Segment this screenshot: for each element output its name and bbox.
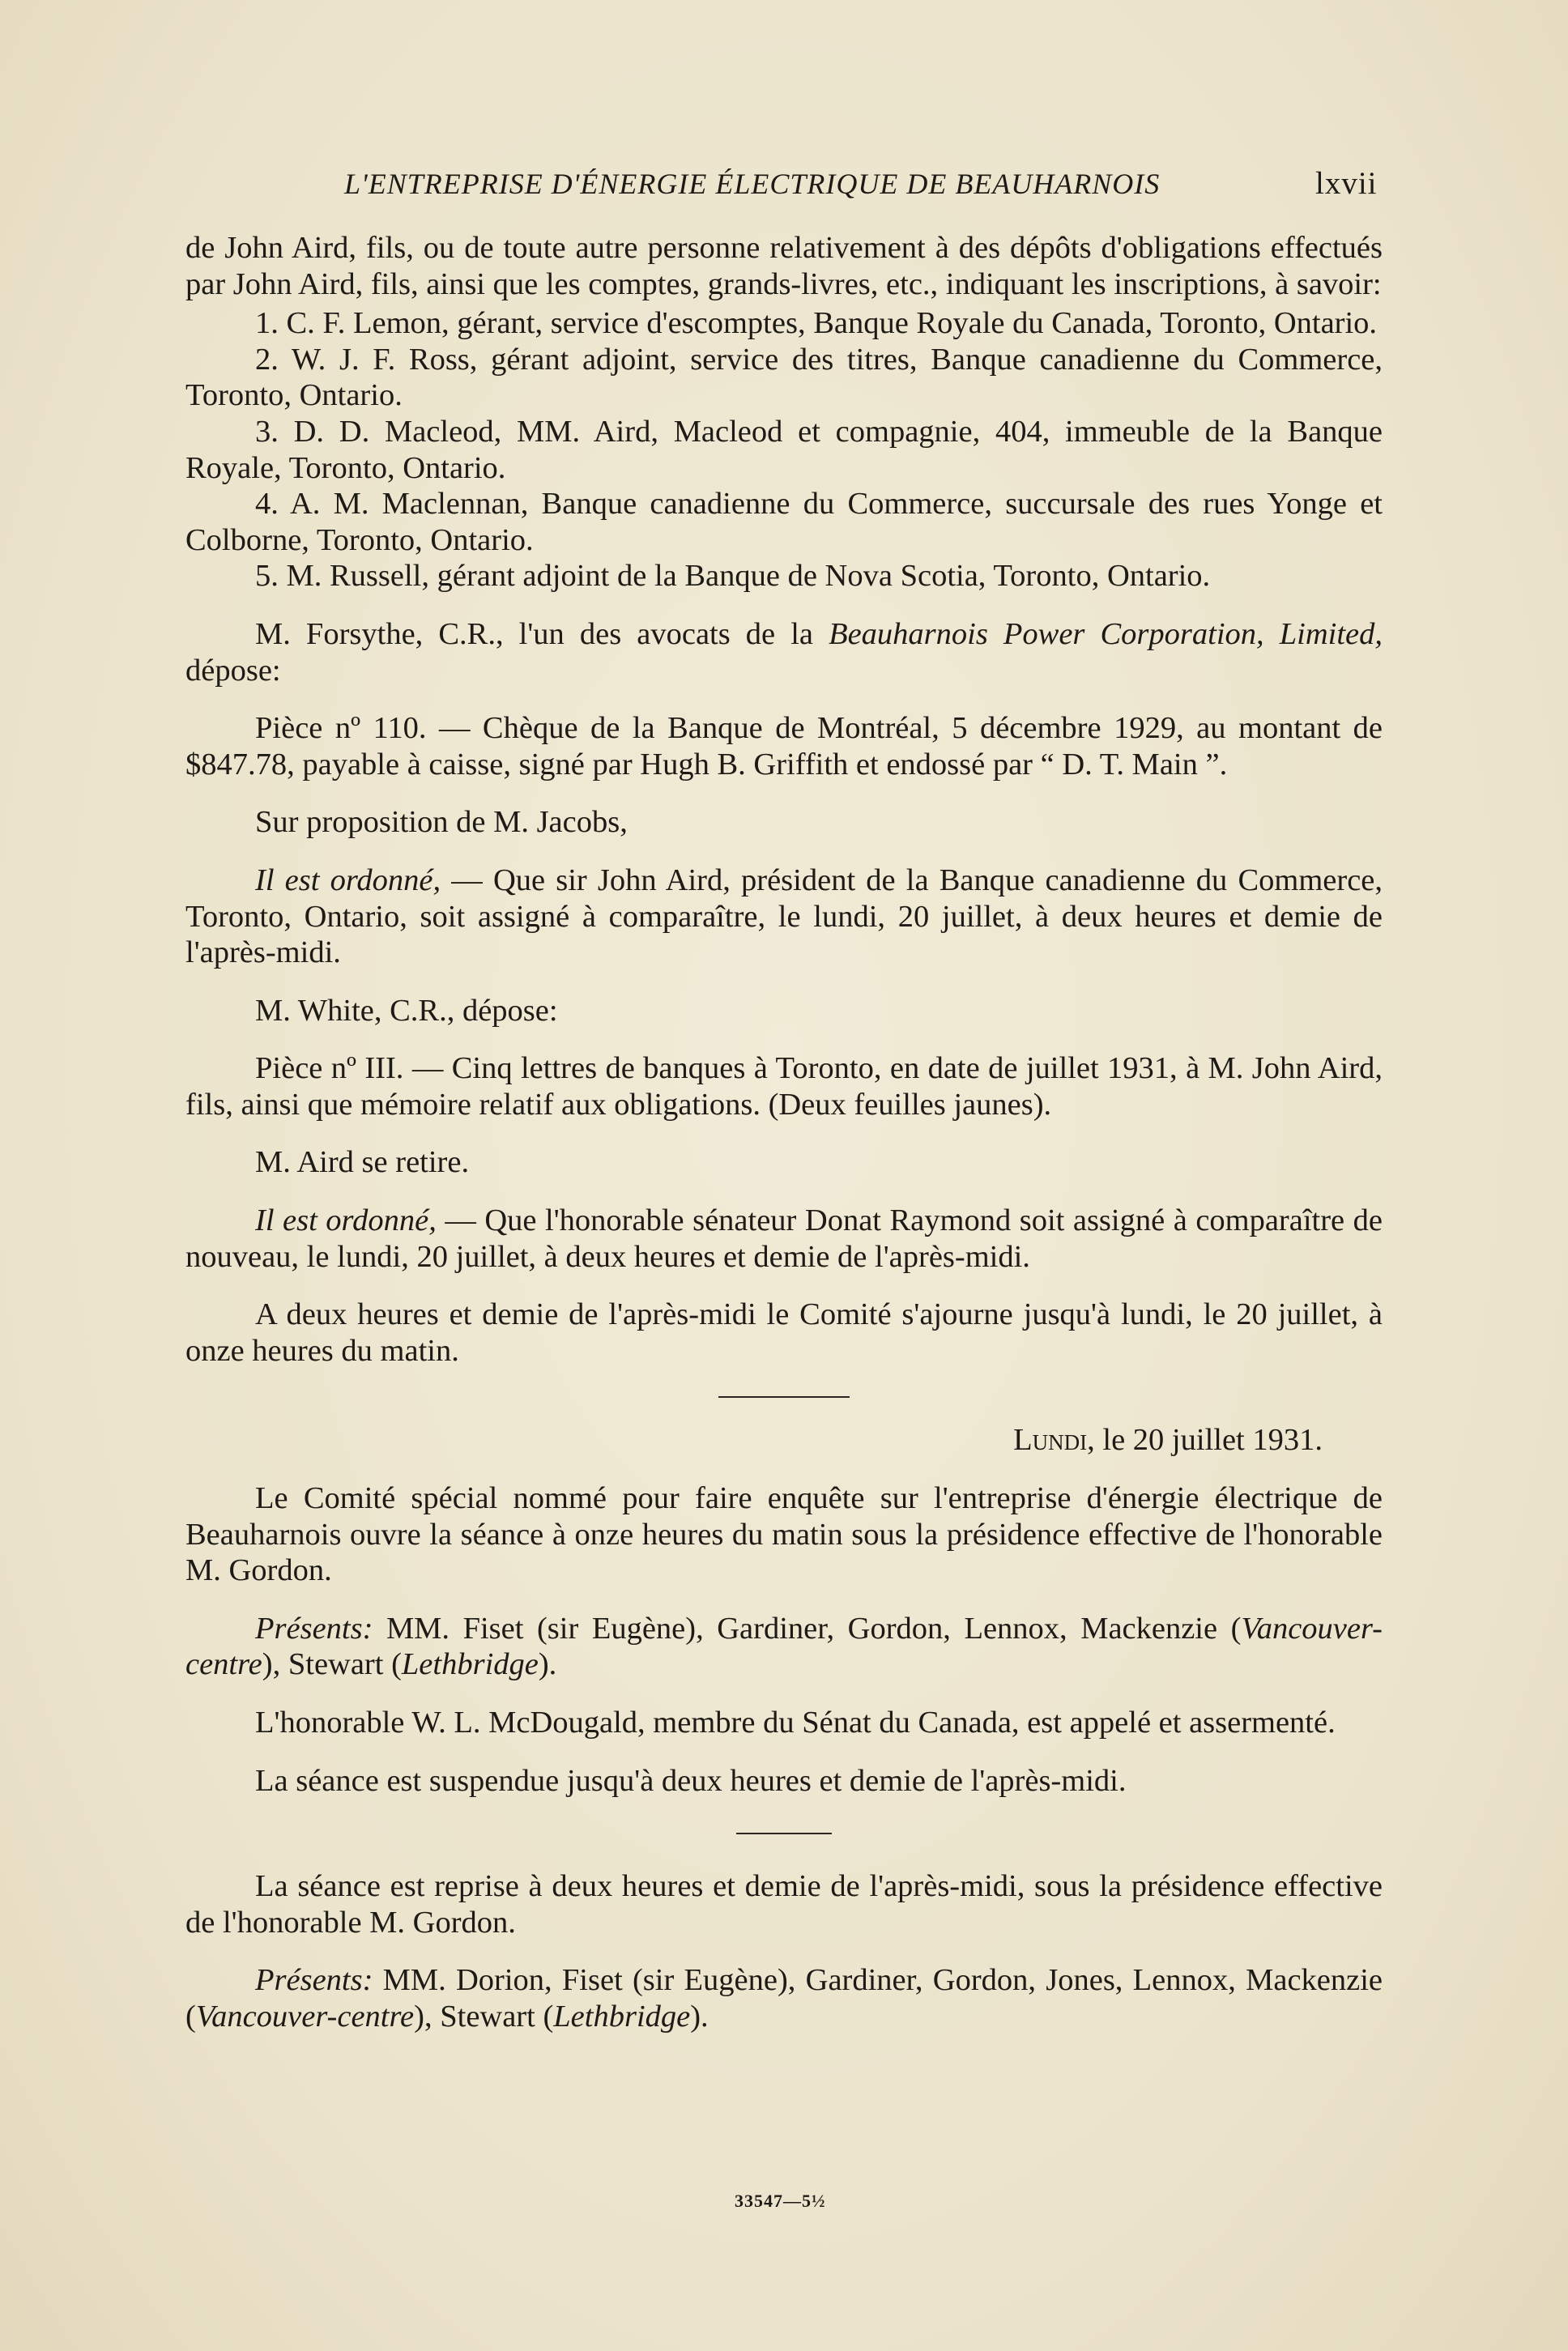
presents-2-end: ). [690, 1999, 709, 2034]
list-item: 2. W. J. F. Ross, gérant adjoint, service des titres, Banque canadienne du Commerce, Toronto, Ontario. [185, 342, 1383, 413]
forsythe-depose: dépose: [185, 653, 281, 688]
presents-1-riding-b: Lethbridge [401, 1647, 539, 1682]
presents-2-paragraph [185, 1962, 1383, 2034]
ordonne-2-paragraph [185, 1203, 1383, 1275]
white-paragraph: M. White, C.R., dépose: [255, 993, 558, 1028]
presents-1-text-b: ), Stewart ( [262, 1647, 402, 1682]
section-divider [736, 1833, 832, 1834]
print-code: 33547—5½ [735, 2191, 826, 2211]
ordonne-1-paragraph [185, 862, 1383, 971]
forsythe-company: Beauharnois Power Corporation, Limited, [829, 616, 1383, 651]
ordonne-1-text: — Que sir John Aird, président de la Banque canadienne du Commerce, Toronto, Ontario, soit assigné à comparaître, le lundi, 20 juillet, à deux heures et demie de l'après-midi. [185, 862, 1383, 970]
list-item: 4. A. M. Maclennan, Banque canadienne du Commerce, succursale des rues Yonge et Colborne, Toronto, Ontario. [185, 487, 1383, 557]
list-item: 5. M. Russell, gérant adjoint de la Banque de Nova Scotia, Toronto, Ontario. [255, 559, 1211, 594]
session-date [185, 1422, 1383, 1459]
comite-paragraph: Le Comité spécial nommé pour faire enquête sur l'entreprise d'énergie électrique de Beauharnois ouvre la séance à onze heures du matin sous la présidence effective de l'honorable M. Gordon. [185, 1481, 1383, 1588]
piece-111-paragraph: Pièce nº III. — Cinq lettres de banques à Toronto, en date de juillet 1931, à M. John Aird, fils, ainsi que mémoire relatif aux obligations. (Deux feuilles jaunes). [185, 1051, 1383, 1122]
presents-2-riding: Vancouver-centre [195, 1999, 415, 2034]
piece-110-paragraph: Pièce nº 110. — Chèque de la Banque de Montréal, 5 décembre 1929, au montant de $847.78, payable à caisse, signé par Hugh B. Griffith et endossé par “ D. T. Main ”. [185, 711, 1383, 782]
presents-1-label: Présents: [255, 1611, 373, 1646]
presents-1-text: MM. Fiset (sir Eugène), Gardiner, Gordon, Lennox, Mackenzie ( [373, 1611, 1242, 1646]
presents-2-riding-b: Lethbridge [553, 1999, 691, 2034]
suspendue-paragraph: La séance est suspendue jusqu'à deux heures et demie de l'après-midi. [255, 1763, 1127, 1798]
ajourne-paragraph: A deux heures et demie de l'après-midi le Comité s'ajourne jusqu'à lundi, le 20 juillet, à onze heures du matin. [185, 1297, 1383, 1368]
list-item: 3. D. D. Macleod, MM. Aird, Macleod et compagnie, 404, immeuble de la Banque Royale, Toronto, Ontario. [185, 414, 1383, 485]
sur-proposition-paragraph: Sur proposition de M. Jacobs, [255, 805, 628, 840]
presents-2-text-b: ), Stewart ( [414, 1999, 554, 2034]
ordonne-2-text: — Que l'honorable sénateur Donat Raymond soit assigné à comparaître de nouveau, le lundi, 20 juillet, à deux heures et demie de l'après-midi. [185, 1203, 1383, 1274]
running-header: L'ENTREPRISE D'ÉNERGIE ÉLECTRIQUE DE BEAUHARNOIS [344, 168, 1161, 200]
page-number: lxvii [1315, 166, 1378, 201]
presents-1-end: ). [538, 1647, 557, 1682]
reprise-paragraph: La séance est reprise à deux heures et demie de l'après-midi, sous la présidence effective de l'honorable M. Gordon. [185, 1869, 1383, 1940]
section-divider [718, 1396, 850, 1398]
aird-retire-paragraph: M. Aird se retire. [255, 1145, 470, 1180]
list-item: 1. C. F. Lemon, gérant, service d'escomptes, Banque Royale du Canada, Toronto, Ontario. [255, 306, 1378, 341]
ordonne-1-label: Il est ordonné, [255, 862, 441, 897]
forsythe-text: M. Forsythe, C.R., l'un des avocats de la [255, 616, 829, 651]
page-body [185, 230, 1383, 2035]
forsythe-paragraph [185, 616, 1383, 688]
session-day: Lundi [1013, 1423, 1088, 1458]
presents-2-label: Présents: [255, 1963, 373, 1998]
mcdougald-paragraph: L'honorable W. L. McDougald, membre du Sénat du Canada, est appelé et assermenté. [255, 1706, 1336, 1740]
ordonne-2-label: Il est ordonné, [255, 1203, 437, 1238]
presents-1-paragraph [185, 1611, 1383, 1683]
intro-paragraph: de John Aird, fils, ou de toute autre personne relativement à des dépôts d'obligations effectués par John Aird, fils, ainsi que les comptes, grands-livres, etc., indiquant les inscriptions, à savoir: [185, 231, 1383, 301]
presents-1-riding: Vancouver-centre [185, 1611, 1383, 1682]
session-date-rest: , le 20 juillet 1931. [1087, 1423, 1323, 1458]
presents-2-text: MM. Dorion, Fiset (sir Eugène), Gardiner, Gordon, Jones, Lennox, Mackenzie ( [185, 1963, 1383, 2034]
